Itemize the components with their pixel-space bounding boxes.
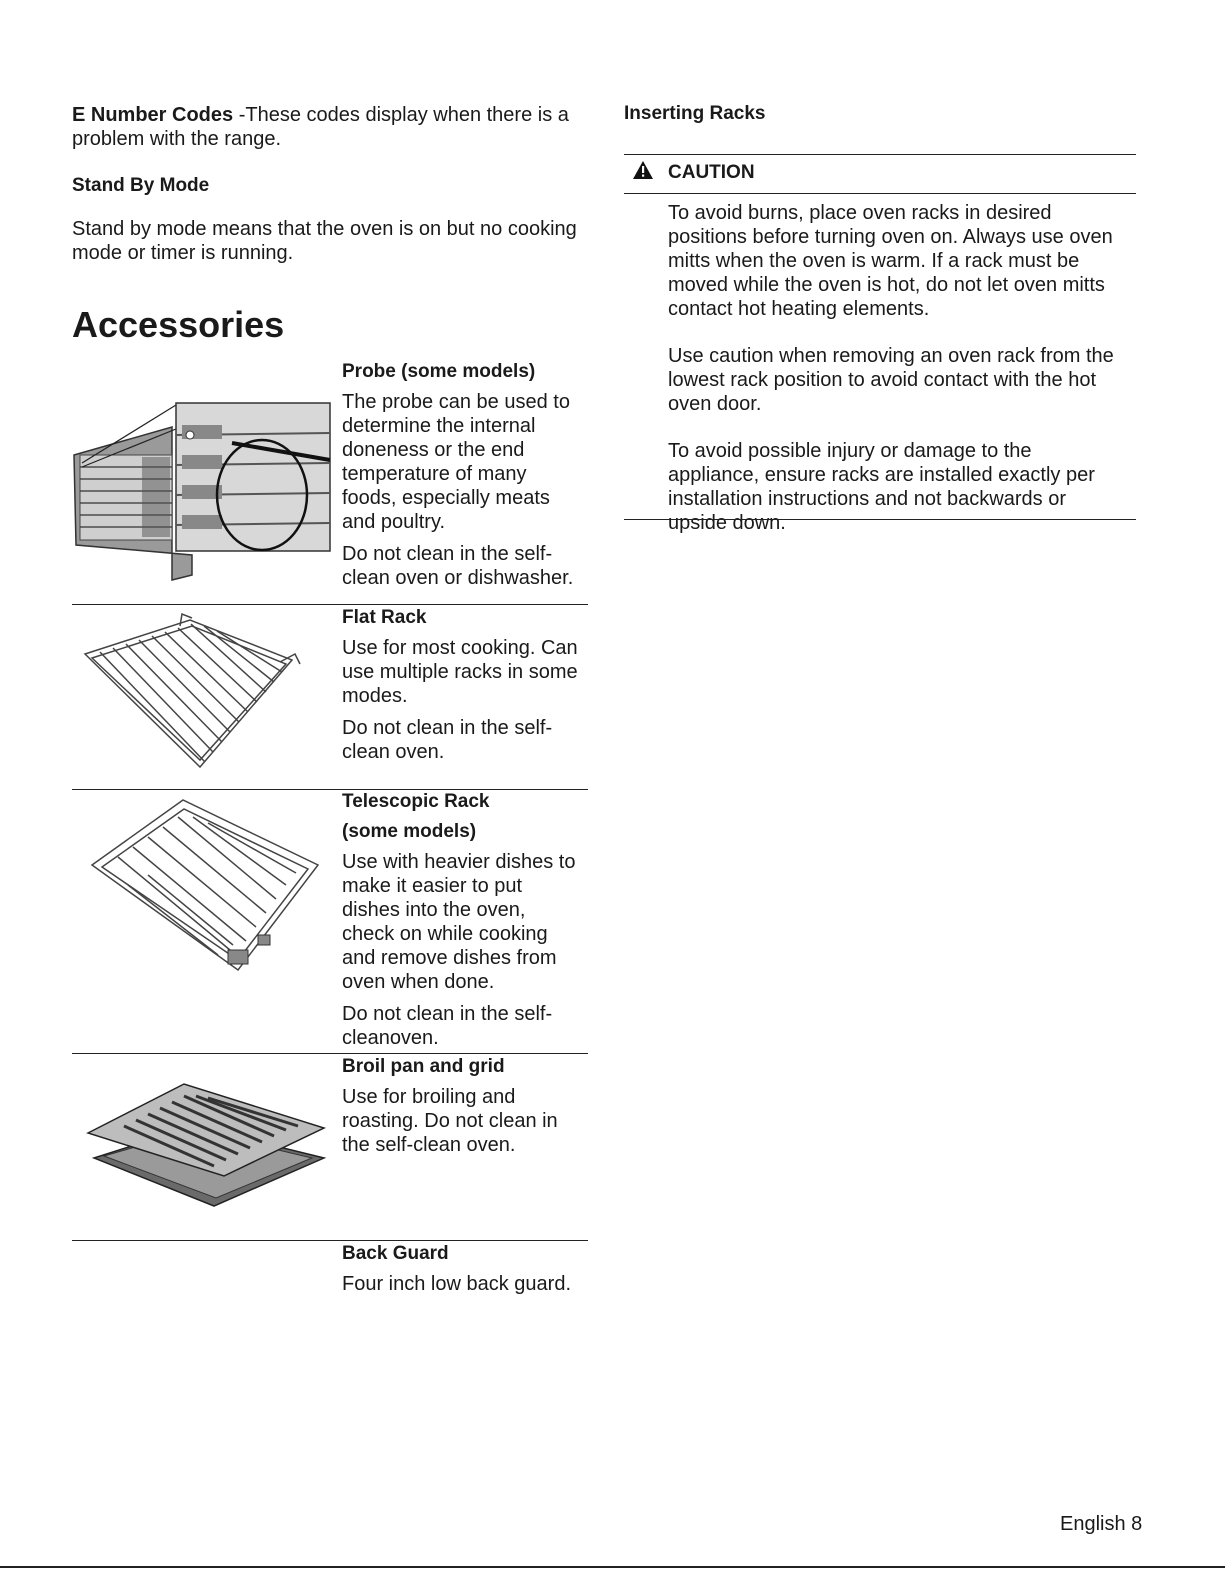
warning-triangle-icon bbox=[632, 160, 654, 185]
divider bbox=[72, 604, 588, 605]
standby-text: Stand by mode means that the oven is on but no cooking mode or timer is running. bbox=[72, 218, 577, 264]
divider bbox=[72, 1053, 588, 1054]
telescopic-rack-illustration bbox=[88, 795, 323, 975]
probe-title: Probe (some models) bbox=[342, 361, 536, 382]
back-guard-title: Back Guard bbox=[342, 1243, 449, 1264]
caution-paragraph-1: To avoid burns, place oven racks in desired positions before turning oven on. Always use oven mitts when the oven is warm. If a rack must be moved while the oven is hot, do not let oven mitts contact hot heating elements. bbox=[668, 202, 1113, 320]
flat-rack-item bbox=[342, 606, 582, 772]
caution-header-rule bbox=[624, 193, 1136, 194]
broil-pan-item bbox=[342, 1055, 582, 1165]
probe-item bbox=[342, 360, 582, 598]
page-bottom-rule bbox=[0, 1566, 1225, 1568]
telescopic-rack-item bbox=[342, 790, 582, 1058]
standby-heading: Stand By Mode bbox=[72, 175, 210, 196]
divider bbox=[72, 1240, 588, 1241]
inserting-racks-heading: Inserting Racks bbox=[624, 103, 766, 124]
telescopic-rack-desc: Use with heavier dishes to make it easier to put dishes into the oven, check on while cooking and remove dishes from oven when done. bbox=[342, 851, 576, 993]
page-number: English 8 bbox=[1060, 1513, 1143, 1535]
caution-header bbox=[632, 160, 755, 185]
accessories-title: Accessories bbox=[72, 304, 285, 345]
back-guard-item bbox=[342, 1242, 592, 1304]
flat-rack-illustration bbox=[80, 612, 320, 777]
flat-rack-warning: Do not clean in the self-clean oven. bbox=[342, 717, 553, 763]
probe-warning: Do not clean in the self-clean oven or dishwasher. bbox=[342, 543, 574, 589]
probe-desc: The probe can be used to determine the internal doneness or the end temperature of many foods, especially meats and poultry. bbox=[342, 391, 570, 533]
caution-label: CAUTION bbox=[668, 161, 755, 183]
probe-illustration bbox=[72, 395, 332, 585]
broil-pan-title: Broil pan and grid bbox=[342, 1056, 505, 1077]
flat-rack-title: Flat Rack bbox=[342, 607, 427, 628]
caution-top-rule bbox=[624, 154, 1136, 155]
flat-rack-desc: Use for most cooking. Can use multiple racks in some modes. bbox=[342, 637, 578, 707]
telescopic-rack-warning: Do not clean in the self-cleanoven. bbox=[342, 1003, 553, 1049]
e-codes-paragraph bbox=[72, 103, 572, 151]
broil-pan-desc: Use for broiling and roasting. Do not clean in the self-clean oven. bbox=[342, 1086, 558, 1156]
e-codes-text: -These codes display when there is a problem with the range. bbox=[72, 104, 569, 150]
broil-pan-illustration bbox=[84, 1078, 329, 1213]
e-codes-label: E Number Codes bbox=[72, 104, 234, 126]
caution-paragraph-3: To avoid possible injury or damage to the appliance, ensure racks are installed exactly per installation instructions and not backwards or upside down. bbox=[668, 440, 1095, 534]
back-guard-desc: Four inch low back guard. bbox=[342, 1273, 572, 1295]
telescopic-rack-title: Telescopic Rack bbox=[342, 791, 490, 812]
caution-bottom-rule bbox=[624, 519, 1136, 520]
caution-body bbox=[668, 201, 1128, 535]
telescopic-rack-subtitle: (some models) bbox=[342, 821, 477, 842]
caution-paragraph-2: Use caution when removing an oven rack from the lowest rack position to avoid contact with the hot oven door. bbox=[668, 345, 1114, 415]
